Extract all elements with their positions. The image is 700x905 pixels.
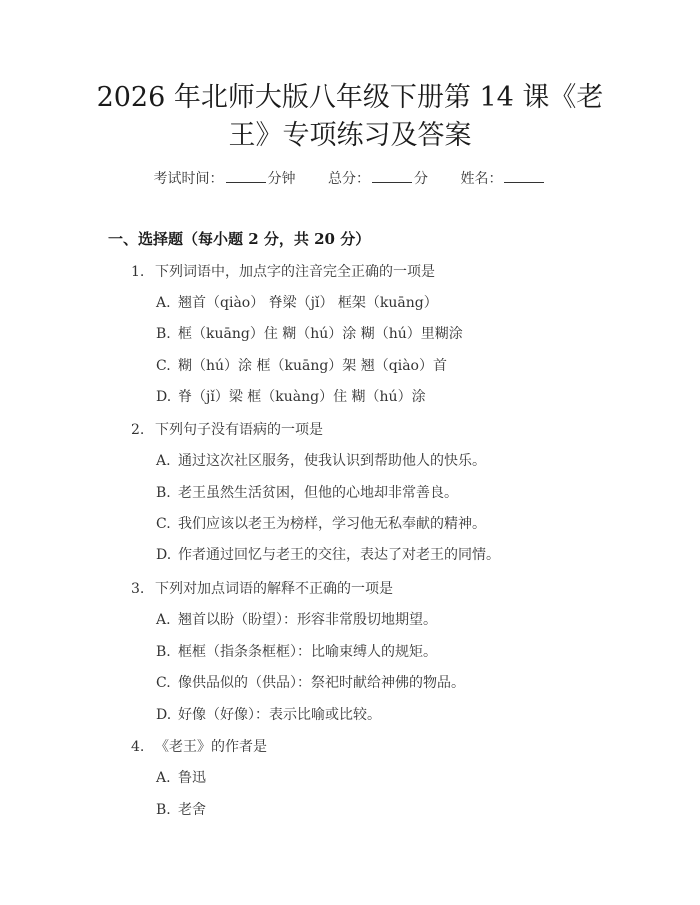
option-text: 框（kuāng）住 糊（hú）涂 糊（hú）里糊涂 bbox=[178, 326, 463, 342]
question-number: 3. bbox=[131, 581, 145, 597]
question-text: 下列句子没有语病的一项是 bbox=[155, 422, 323, 438]
question-4 bbox=[131, 737, 267, 757]
student-name-blank bbox=[504, 168, 544, 183]
question-3-option-a bbox=[156, 610, 437, 630]
option-letter: D. bbox=[156, 547, 172, 563]
option-text: 作者通过回忆与老王的交往，表达了对老王的同情。 bbox=[178, 547, 500, 563]
option-letter: A. bbox=[156, 295, 171, 311]
exam-time-unit: 分钟 bbox=[267, 171, 296, 187]
question-4-option-b bbox=[156, 800, 206, 820]
question-1-option-c bbox=[156, 356, 447, 376]
option-text: 我们应该以老王为榜样，学习他无私奉献的精神。 bbox=[178, 516, 486, 532]
option-letter: A. bbox=[156, 453, 171, 469]
option-text: 像供品似的（供品）：祭祀时献给神佛的物品。 bbox=[178, 675, 465, 691]
option-letter: B. bbox=[156, 802, 171, 818]
option-text: 糊（hú）涂 框（kuāng）架 翘（qiào）首 bbox=[178, 358, 447, 374]
question-2-option-c bbox=[156, 514, 486, 534]
question-text: 《老王》的作者是 bbox=[155, 739, 267, 755]
question-2-option-a bbox=[156, 451, 486, 471]
option-text: 通过这次社区服务，使我认识到帮助他人的快乐。 bbox=[178, 453, 486, 469]
question-number: 1. bbox=[131, 264, 145, 280]
question-1-option-b bbox=[156, 324, 463, 344]
question-4-option-a bbox=[156, 768, 206, 788]
exam-time-field bbox=[154, 168, 296, 189]
question-1-option-d bbox=[156, 387, 426, 407]
option-letter: B. bbox=[156, 326, 171, 342]
option-text: 好像（好像）：表示比喻或比较。 bbox=[178, 707, 381, 723]
total-score-field bbox=[328, 168, 428, 189]
option-letter: B. bbox=[156, 485, 171, 501]
option-text: 老王虽然生活贫困，但他的心地却非常善良。 bbox=[178, 485, 458, 501]
option-letter: D. bbox=[156, 707, 172, 723]
question-text: 下列词语中，加点字的注音完全正确的一项是 bbox=[155, 264, 435, 280]
question-1 bbox=[131, 262, 435, 282]
option-text: 鲁迅 bbox=[178, 770, 206, 786]
section-1-title: 一、选择题（每小题 2 分，共 20 分） bbox=[108, 230, 371, 248]
option-letter: C. bbox=[156, 675, 171, 691]
exam-time-label: 考试时间： bbox=[153, 171, 224, 187]
option-text: 框框（指条条框框）：比喻束缚人的规矩。 bbox=[178, 644, 437, 660]
exam-info-row bbox=[0, 168, 700, 189]
question-number: 2. bbox=[131, 422, 145, 438]
question-number: 4. bbox=[131, 739, 145, 755]
question-text: 下列对加点词语的解释不正确的一项是 bbox=[155, 581, 393, 597]
question-1-option-a bbox=[156, 293, 438, 313]
option-text: 翘首以盼（盼望）：形容非常殷切地期望。 bbox=[178, 612, 437, 628]
question-3-option-c bbox=[156, 673, 465, 693]
question-3-option-b bbox=[156, 642, 437, 662]
option-text: 老舍 bbox=[178, 802, 206, 818]
total-score-label: 总分： bbox=[328, 171, 370, 187]
total-score-blank bbox=[372, 168, 412, 183]
total-score-unit: 分 bbox=[414, 171, 428, 187]
option-letter: A. bbox=[156, 770, 171, 786]
option-text: 脊（jǐ）梁 框（kuàng）住 糊（hú）涂 bbox=[178, 389, 426, 405]
option-letter: B. bbox=[156, 644, 171, 660]
exam-time-blank bbox=[226, 168, 266, 183]
question-3-option-d bbox=[156, 705, 381, 725]
question-3 bbox=[131, 579, 393, 599]
student-name-label: 姓名： bbox=[460, 171, 503, 187]
question-2 bbox=[131, 420, 323, 440]
option-letter: C. bbox=[156, 516, 171, 532]
option-letter: D. bbox=[156, 389, 172, 405]
document-title-line-1: 2026 年北师大版八年级下册第 14 课《老 bbox=[96, 82, 604, 113]
option-letter: A. bbox=[156, 612, 171, 628]
option-letter: C. bbox=[156, 358, 171, 374]
question-2-option-d bbox=[156, 545, 500, 565]
option-text: 翘首（qiào） 脊梁（jǐ） 框架（kuāng） bbox=[178, 295, 438, 311]
document-title-line-2: 王》专项练习及答案 bbox=[228, 120, 472, 151]
student-name-field bbox=[460, 168, 546, 189]
question-2-option-b bbox=[156, 483, 458, 503]
